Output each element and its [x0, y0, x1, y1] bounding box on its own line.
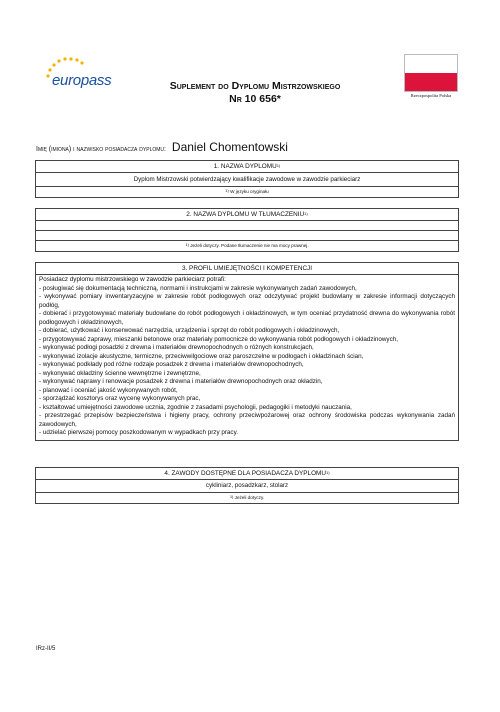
- skills-line: - wykonywać naprawy i renowacje posadzek z drewna i materiałów drewnopochodnych oraz okładzin,: [39, 378, 323, 385]
- holder-line: [36, 140, 288, 154]
- skills-line: - kształtować umiejętności zawodowe ucznia, zgodnie z zasadami psychologii, pedagogiki i metodyki nauczania,: [39, 403, 352, 411]
- skills-line: - planować i oceniać jakość wykonywanych robót,: [39, 386, 178, 394]
- section-diploma-translation: [35, 208, 459, 252]
- title-line-1: Suplement do Dyplomu Mistrzowskiego: [169, 80, 341, 92]
- section-4-heading: 4. ZAWODY DOSTĘPNE DLA POSIADACZA DYPLOMU$^{1)}$: [36, 468, 458, 480]
- skills-line: - posługiwać się dokumentacją techniczną, normami i instrukcjami w zakresie wykonywanych zadań zawodowych,: [39, 284, 357, 292]
- section-1-footnote: $^{1)}$ W języku oryginału: [225, 188, 269, 194]
- section-2-heading: 2. NAZWA DYPLOMU W TŁUMACZENIU$^{1)}$: [36, 209, 458, 221]
- section-2-value-line-2: [36, 231, 458, 241]
- skills-line: Posiadacz dyplomu mistrzowskiego w zawodzie parkieciarz potrafi:: [39, 276, 226, 283]
- skills-line: - wykonywać podkłady pod różne rodzaje posadzek z drewna i materiałów drewnopochodnych,: [39, 361, 304, 368]
- section-1-heading: 1. NAZWA DYPLOMU$^{1)}$: [36, 161, 458, 173]
- section-4-value: cykliniarz, posadzkarz, stolarz: [36, 480, 458, 493]
- holder-label: Imię (imiona) i nazwisko posiadacza dyplomu:: [36, 146, 166, 153]
- skills-line: - wykonywać podłogi posadzki z drewna i materiałów drewnopochodnych o różnych konstrukcjach,: [39, 344, 314, 351]
- section-diploma-name: [35, 160, 459, 198]
- skills-line: - dobierać i przygotowywać materiały budowlane do robót podłogowych i okładzinowych, w tym oceniać przydatność drewna do wykonywania robót podłogowych i okładzinowych,: [39, 310, 455, 326]
- section-available-professions: [35, 467, 459, 504]
- section-skills-profile: [35, 262, 459, 441]
- section-3-body: [36, 275, 458, 440]
- section-4-footnote: $^{1)}$ Jeżeli dotyczy.: [229, 494, 265, 500]
- skills-line: - wykonywać pomiary inwentaryzacyjne w zakresie robót podłogowych oraz odczytywać projekt budowlany w zakresie informacji dotyczących podłóg,: [39, 293, 455, 309]
- skills-line: - udzielać pierwszej pomocy poszkodowanym w wypadkach przy pracy.: [39, 429, 239, 436]
- section-1-value: Dyplom Mistrzowski potwierdzający kwalifikacje zawodowe w zawodzie parkieciarz: [36, 173, 458, 187]
- title-line-2: Nr 10 656*: [229, 93, 281, 105]
- skills-line: - wykonywać izolacje akustyczne, termiczne, przeciwwilgociowe oraz paroszczelne w podłogach i okładzinach ścian,: [39, 352, 364, 360]
- section-2-value-line-1: [36, 221, 458, 231]
- holder-name: Daniel Chomentowski: [171, 140, 288, 154]
- europass-wordmark: europass: [52, 72, 112, 89]
- polish-flag-icon: [404, 54, 458, 92]
- skills-line: - przygotowywać zaprawy, mieszanki betonowe oraz materiały pomocnicze do wykonywania robót podłogowych i okładzinowych,: [39, 335, 398, 343]
- section-3-heading: 3. PROFIL UMIEJĘTNOŚCI I KOMPETENCJI: [36, 263, 458, 275]
- flag-caption: Rzeczpospolita Polska: [410, 93, 452, 98]
- skills-line: - przestrzegać przepisów bezpieczeństwa i higieny pracy, ochrony przeciwpożarowej oraz ochrony środowiska podczas wykonywania zadań zawodowych,: [39, 412, 455, 428]
- skills-line: - dobierać, użytkować i konserwować narzędzia, urządzenia i sprzęt do robót podłogowych i okładzinowych,: [39, 327, 340, 334]
- document-title: [110, 80, 400, 106]
- skills-line: - wykonywać okładziny ścienne wewnętrzne i zewnętrzne,: [39, 369, 201, 377]
- skills-line: - sporządzać kosztorys oraz wycenę wykonywanych prac,: [39, 395, 201, 402]
- section-2-footnote: $^{1)}$ Jeżeli dotyczy. Podane tłumaczenie nie ma mocy prawnej.: [185, 242, 309, 248]
- form-code: IRz-II/5: [36, 646, 56, 652]
